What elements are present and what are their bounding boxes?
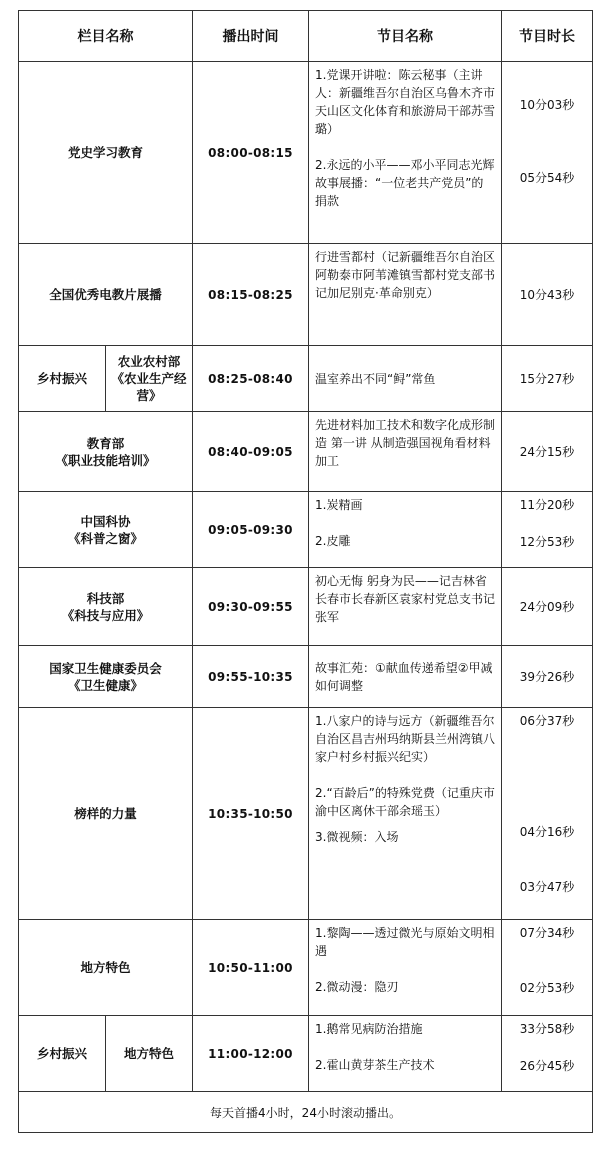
- sub-column-name: [106, 346, 193, 412]
- sub-column-line: 农业农村部: [117, 354, 181, 369]
- column-line: 科技部: [86, 590, 125, 606]
- duration-cell: [502, 244, 593, 346]
- duration-item: 24分15秒: [519, 445, 575, 459]
- duration-item: 12分53秒: [519, 535, 575, 549]
- program-item: 先进材料加工技术和数字化成形制造 第一讲 从制造强国视角看材料加工: [315, 418, 496, 468]
- program-item: 2.微动漫：隐刃: [315, 980, 399, 994]
- column-name: 党史学习教育: [19, 62, 193, 244]
- column-name: 全国优秀电教片展播: [19, 244, 193, 346]
- program-cell: [309, 62, 502, 244]
- column-name: 榜样的力量: [19, 708, 193, 920]
- table-row: [19, 920, 593, 1016]
- table-row: [19, 412, 593, 492]
- sub-column-line: 《农业生产经营》: [111, 371, 187, 403]
- program-cell: [309, 492, 502, 568]
- header-air-time: 播出时间: [193, 11, 309, 62]
- column-name: [19, 492, 193, 568]
- program-cell: [309, 568, 502, 646]
- duration-cell: [502, 346, 593, 412]
- column-line: 《科普之窗》: [67, 530, 143, 546]
- column-name: [19, 646, 193, 708]
- column-line: 《科技与应用》: [61, 607, 150, 623]
- program-item: 温室养出不同“鲟”常鱼: [315, 371, 436, 386]
- program-item: 1.党课开讲啦：陈云秘事（主讲人：新疆维吾尔自治区乌鲁木齐市天山区文化体育和旅游局干部苏雪璐）: [315, 68, 496, 136]
- footer-row: [19, 1092, 593, 1133]
- header-program-name: 节目名称: [309, 11, 502, 62]
- program-item: 2.“百龄后”的特殊党费（记重庆市渝中区离休干部余瑶玉）: [315, 786, 495, 818]
- program-item: 初心无悔 躬身为民——记吉林省长春市长春新区袁家村党总支书记张军: [315, 574, 496, 624]
- duration-item: 10分03秒: [519, 98, 575, 112]
- program-cell: [309, 1016, 502, 1092]
- duration-item: 24分09秒: [519, 600, 575, 614]
- table-row: [19, 1016, 593, 1092]
- air-time: 09:55-10:35: [193, 646, 309, 708]
- program-cell: [309, 346, 502, 412]
- column-line: 《职业技能培训》: [55, 452, 156, 468]
- duration-cell: [502, 62, 593, 244]
- table-row: [19, 708, 593, 920]
- air-time: 11:00-12:00: [193, 1016, 309, 1092]
- air-time: 08:15-08:25: [193, 244, 309, 346]
- program-cell: [309, 646, 502, 708]
- program-cell: [309, 244, 502, 346]
- header-column-name: 栏目名称: [19, 11, 193, 62]
- air-time: 08:00-08:15: [193, 62, 309, 244]
- sub-column-name: 地方特色: [106, 1016, 193, 1092]
- duration-item: 33分58秒: [519, 1022, 575, 1036]
- air-time: 10:50-11:00: [193, 920, 309, 1016]
- schedule-table: [18, 10, 593, 1133]
- table-row: [19, 346, 593, 412]
- column-line: 国家卫生健康委员会: [49, 660, 162, 676]
- program-item: 2.霍山黄芽茶生产技术: [315, 1058, 435, 1072]
- duration-cell: [502, 920, 593, 1016]
- program-item: 1.炭精画: [315, 498, 363, 512]
- duration-cell: [502, 646, 593, 708]
- table-row: [19, 568, 593, 646]
- program-cell: [309, 412, 502, 492]
- duration-item: 11分20秒: [519, 498, 575, 512]
- air-time: 08:25-08:40: [193, 346, 309, 412]
- column-line: 中国科协: [80, 513, 131, 529]
- header-row: [19, 11, 593, 62]
- duration-item: 26分45秒: [519, 1059, 575, 1073]
- table-row: [19, 646, 593, 708]
- duration-item: 02分53秒: [519, 981, 575, 995]
- column-name: 乡村振兴: [19, 346, 106, 412]
- column-name: 地方特色: [19, 920, 193, 1016]
- duration-item: 04分16秒: [519, 825, 575, 839]
- program-cell: [309, 708, 502, 920]
- table-row: [19, 244, 593, 346]
- duration-item: 05分54秒: [519, 171, 575, 185]
- duration-cell: [502, 568, 593, 646]
- column-line: 《卫生健康》: [67, 677, 143, 693]
- footer-note: 每天首播4小时，24小时滚动播出。: [19, 1092, 593, 1133]
- program-item: 1.鹅常见病防治措施: [315, 1022, 423, 1036]
- program-item: 3.微视频：入场: [315, 830, 399, 844]
- air-time: 09:05-09:30: [193, 492, 309, 568]
- air-time: 09:30-09:55: [193, 568, 309, 646]
- column-name: 乡村振兴: [19, 1016, 106, 1092]
- program-item: 1.八家户的诗与远方（新疆维吾尔自治区昌吉州玛纳斯县兰州湾镇八家户村乡村振兴纪实）: [315, 714, 496, 764]
- program-item: 故事汇苑：①献血传递希望②甲减如何调整: [315, 660, 493, 693]
- table-row: [19, 492, 593, 568]
- table-row: [19, 62, 593, 244]
- duration-cell: [502, 1016, 593, 1092]
- column-line: 教育部: [86, 435, 125, 451]
- duration-item: 15分27秒: [519, 372, 575, 386]
- program-cell: [309, 920, 502, 1016]
- duration-cell: [502, 492, 593, 568]
- duration-cell: [502, 412, 593, 492]
- duration-item: 07分34秒: [519, 926, 575, 940]
- duration-cell: [502, 708, 593, 920]
- duration-item: 03分47秒: [519, 880, 575, 894]
- column-name: [19, 412, 193, 492]
- program-item: 行进雪都村（记新疆维吾尔自治区阿勒泰市阿苇滩镇雪都村党支部书记加尼别克·革命别克）: [315, 250, 496, 300]
- program-item: 2.皮雕: [315, 534, 351, 548]
- duration-item: 39分26秒: [519, 670, 575, 684]
- air-time: 10:35-10:50: [193, 708, 309, 920]
- duration-item: 06分37秒: [519, 714, 575, 728]
- program-item: 1.黎陶——透过微光与原始文明相遇: [315, 926, 495, 958]
- column-name: [19, 568, 193, 646]
- duration-item: 10分43秒: [519, 288, 575, 302]
- air-time: 08:40-09:05: [193, 412, 309, 492]
- header-duration: 节目时长: [502, 11, 593, 62]
- program-item: 2.永远的小平——邓小平同志光辉故事展播：“一位老共产党员”的捐款: [315, 158, 495, 208]
